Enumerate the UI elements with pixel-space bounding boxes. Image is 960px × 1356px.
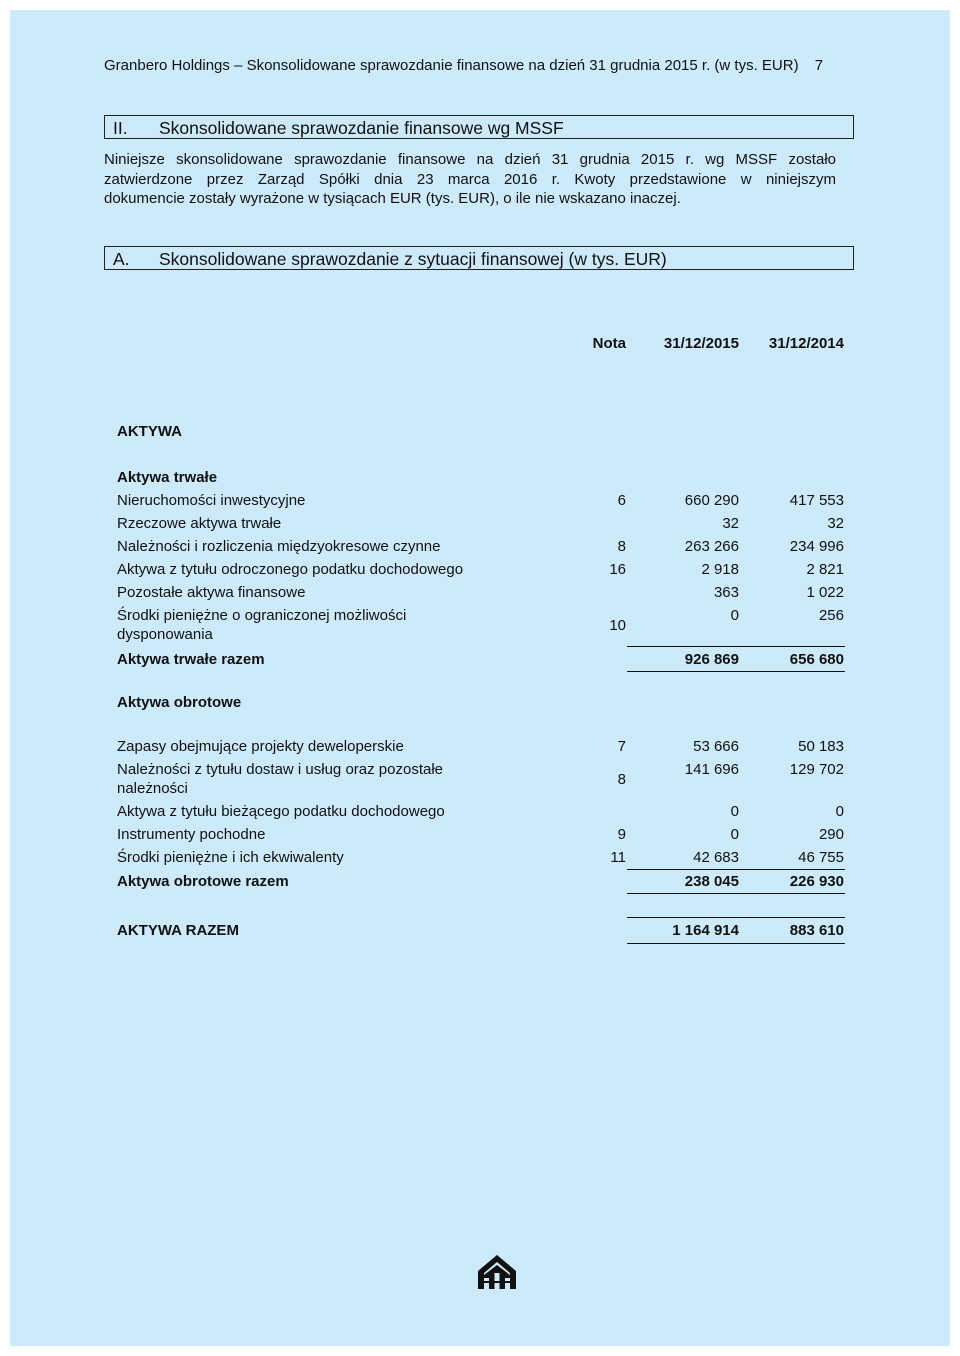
row-nota: 7 xyxy=(617,738,626,755)
total-value-2014: 226 930 xyxy=(789,873,844,890)
row-label: Należności i rozliczenia międzyokresowe czynne xyxy=(117,538,441,555)
page-number: 7 xyxy=(814,57,824,74)
row-label-line-2: należności xyxy=(117,780,188,797)
total-label: Aktywa obrotowe razem xyxy=(117,873,289,890)
row-nota: 10 xyxy=(609,617,626,634)
row-value-2014: 417 553 xyxy=(789,492,844,509)
total-value-2015: 926 869 xyxy=(684,651,739,668)
row-nota: 16 xyxy=(609,561,626,578)
col-header-2015: 31/12/2015 xyxy=(663,335,739,352)
row-label: Instrumenty pochodne xyxy=(117,826,266,843)
row-value-2014: 50 183 xyxy=(798,738,844,755)
row-value-2015: 32 xyxy=(722,515,739,532)
grand-total-rule-bottom xyxy=(627,943,845,944)
row-label: Aktywa z tytułu odroczonego podatku dochodowego xyxy=(117,561,464,578)
subtotal-rule-top xyxy=(627,869,845,870)
row-label-line-2: dysponowania xyxy=(117,626,213,643)
row-value-2014: 1 022 xyxy=(806,584,844,601)
row-value-2015: 53 666 xyxy=(693,738,739,755)
row-nota: 8 xyxy=(617,538,626,555)
total-value-2014: 656 680 xyxy=(789,651,844,668)
col-header-nota: Nota xyxy=(592,335,626,352)
row-value-2015: 660 290 xyxy=(684,492,739,509)
subtotal-rule-bottom xyxy=(627,671,845,672)
intro-line-3: dokumencie zostały wyrażone w tysiącach EUR (tys. EUR), o ile nie wskazano inaczej. xyxy=(104,190,681,207)
running-header xyxy=(104,57,823,74)
row-nota: 6 xyxy=(617,492,626,509)
row-value-2015: 263 266 xyxy=(684,538,739,555)
row-value-2014: 290 xyxy=(818,826,844,843)
row-value-2015: 0 xyxy=(730,803,739,820)
header-text: Granbero Holdings – Skonsolidowane sprawozdanie finansowe na dzień 31 grudnia 2015 r. (w tys. EUR) xyxy=(104,57,799,74)
document-page xyxy=(10,10,950,1346)
row-value-2015: 363 xyxy=(713,584,739,601)
grand-total-label: AKTYWA RAZEM xyxy=(117,922,239,939)
row-label: Zapasy obejmujące projekty deweloperskie xyxy=(117,738,404,755)
row-value-2015: 2 918 xyxy=(701,561,739,578)
row-value-2015: 0 xyxy=(730,607,739,624)
aktywa-obrotowe-heading: Aktywa obrotowe xyxy=(117,694,242,711)
subtotal-rule-bottom xyxy=(627,893,845,894)
row-label: Nieruchomości inwestycyjne xyxy=(117,492,306,509)
company-logo-icon xyxy=(470,1251,524,1296)
section-a-title: Skonsolidowane sprawozdanie z sytuacji finansowej (w tys. EUR) xyxy=(159,249,667,269)
row-value-2014: 46 755 xyxy=(798,849,844,866)
intro-line-1: Niniejsze skonsolidowane sprawozdanie finansowe na dzień 31 grudnia 2015 r. wg MSSF zostało xyxy=(104,151,836,168)
row-nota: 8 xyxy=(617,771,626,788)
row-label-line-1: Należności z tytułu dostaw i usług oraz pozostałe xyxy=(117,761,444,778)
intro-line-2: zatwierdzone przez Zarząd Spółki dnia 23 marca 2016 r. Kwoty przedstawione w niniejszym xyxy=(104,170,836,188)
row-nota: 11 xyxy=(610,849,626,866)
row-value-2014: 0 xyxy=(835,803,844,820)
row-label: Rzeczowe aktywa trwałe xyxy=(117,515,282,532)
subtotal-rule-top xyxy=(627,646,845,647)
row-nota: 9 xyxy=(617,826,626,843)
row-value-2014: 234 996 xyxy=(789,538,844,555)
row-label: Pozostałe aktywa finansowe xyxy=(117,584,306,601)
intro-paragraph xyxy=(104,150,836,209)
row-label: Aktywa z tytułu bieżącego podatku dochodowego xyxy=(117,803,445,820)
section-ii-box xyxy=(104,115,854,139)
row-label: Środki pieniężne i ich ekwiwalenty xyxy=(117,849,344,866)
aktywa-trwale-heading: Aktywa trwałe xyxy=(117,469,218,486)
row-value-2014: 129 702 xyxy=(789,761,844,778)
total-label: Aktywa trwałe razem xyxy=(117,651,265,668)
row-value-2015: 141 696 xyxy=(684,761,739,778)
section-a-number: A. xyxy=(113,249,130,269)
row-label-line-1: Środki pieniężne o ograniczonej możliwości xyxy=(117,607,407,624)
grand-total-value-2014: 883 610 xyxy=(789,922,844,939)
row-value-2015: 0 xyxy=(730,826,739,843)
section-ii-title: Skonsolidowane sprawozdanie finansowe wg MSSF xyxy=(159,118,564,138)
section-a-box xyxy=(104,246,854,270)
row-value-2014: 256 xyxy=(818,607,844,624)
col-header-2014: 31/12/2014 xyxy=(768,335,844,352)
aktywa-heading: AKTYWA xyxy=(117,423,182,440)
row-value-2015: 42 683 xyxy=(693,849,739,866)
grand-total-rule-top xyxy=(627,917,845,918)
row-value-2014: 2 821 xyxy=(806,561,844,578)
grand-total-value-2015: 1 164 914 xyxy=(672,922,739,939)
section-ii-number: II. xyxy=(113,118,128,138)
row-value-2014: 32 xyxy=(827,515,844,532)
total-value-2015: 238 045 xyxy=(684,873,739,890)
